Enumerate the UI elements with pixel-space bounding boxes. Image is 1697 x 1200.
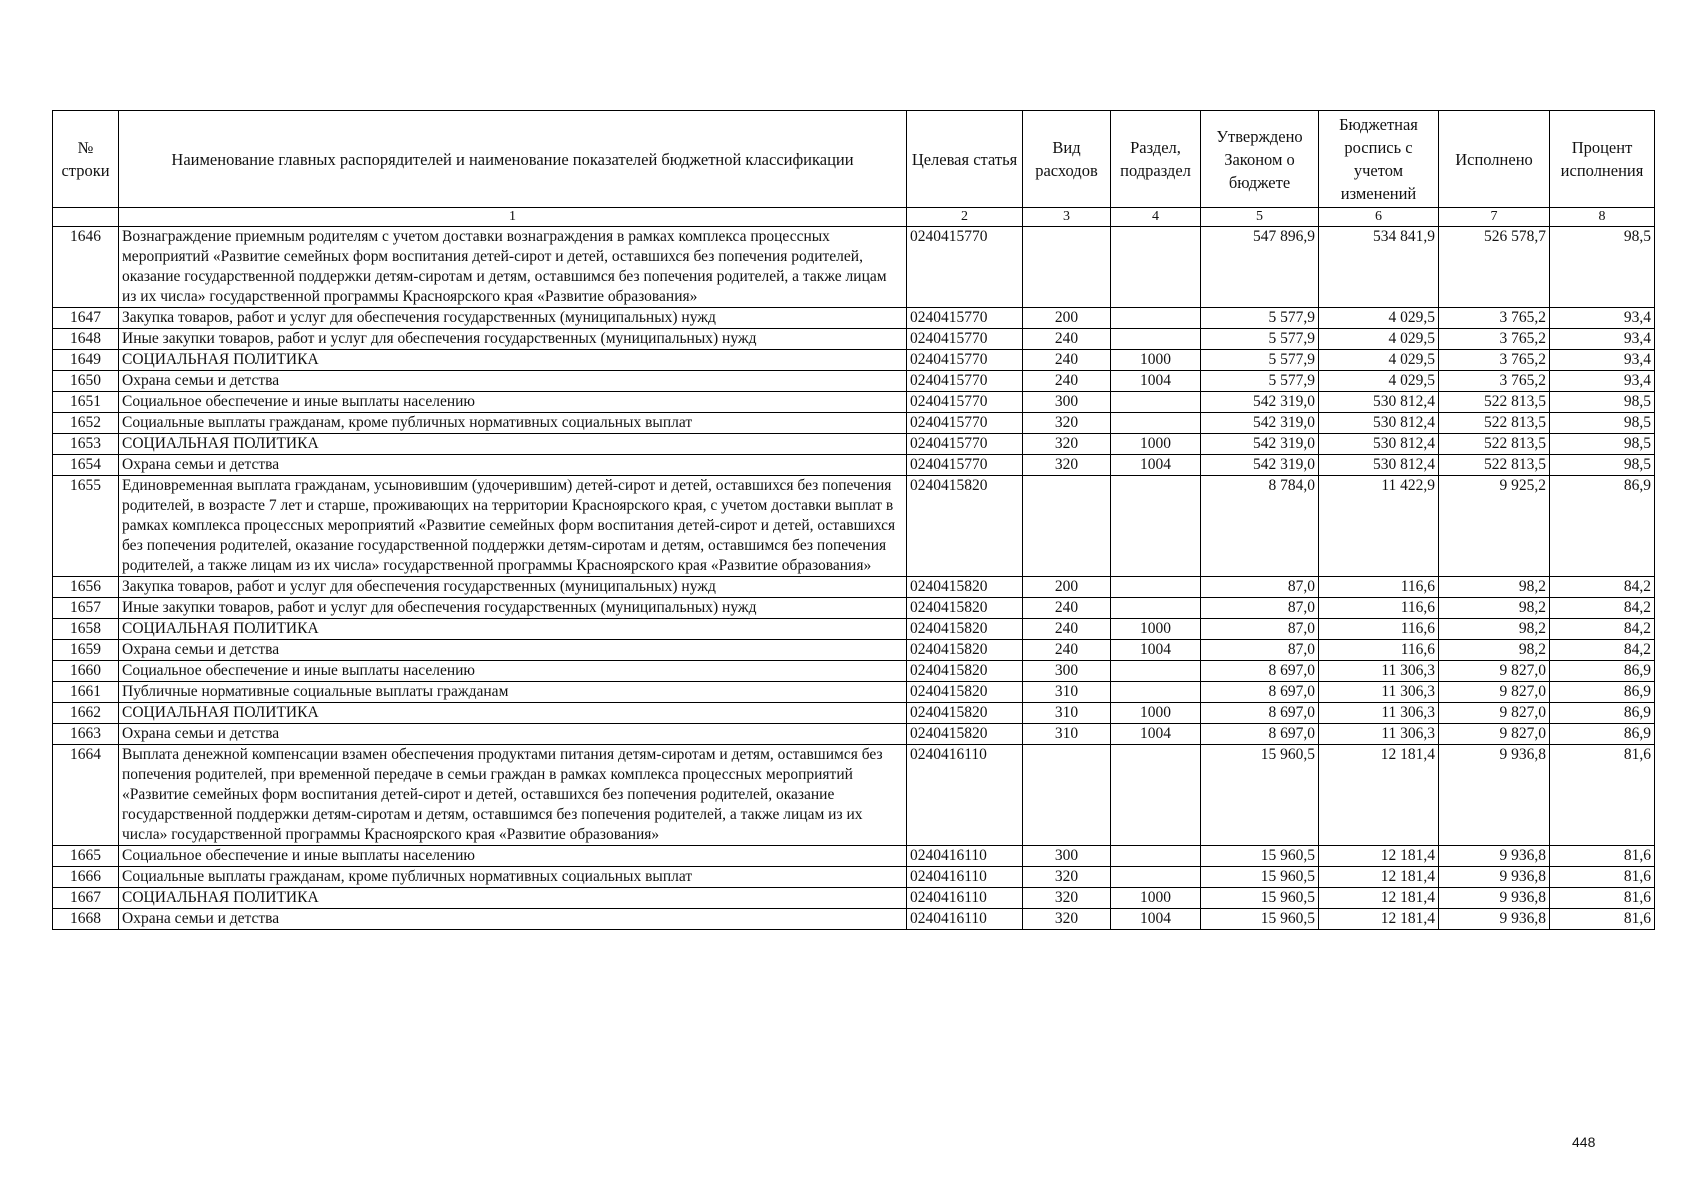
column-number-row	[53, 208, 1655, 227]
approved-amount-cell: 15 960,5	[1201, 888, 1319, 909]
executed-amount-cell: 9 936,8	[1439, 909, 1550, 930]
column-number: 5	[1201, 208, 1319, 227]
target-article-cell: 0240415770	[907, 392, 1023, 413]
execution-percent-cell: 81,6	[1550, 888, 1655, 909]
execution-percent-cell: 84,2	[1550, 619, 1655, 640]
expense-kind-cell	[1023, 476, 1111, 577]
expense-kind-cell: 320	[1023, 413, 1111, 434]
table-row	[53, 598, 1655, 619]
row-number-cell: 1649	[53, 350, 119, 371]
approved-amount-cell: 542 319,0	[1201, 413, 1319, 434]
table-row	[53, 413, 1655, 434]
expense-kind-cell: 310	[1023, 703, 1111, 724]
indicator-name-cell: Социальные выплаты гражданам, кроме публичных нормативных социальных выплат	[119, 867, 907, 888]
header-percent: Процент исполнения	[1550, 111, 1655, 208]
indicator-name-cell: Иные закупки товаров, работ и услуг для обеспечения государственных (муниципальных) нужд	[119, 329, 907, 350]
budget-execution-table	[52, 110, 1655, 930]
expense-kind-cell: 240	[1023, 371, 1111, 392]
column-number: 1	[119, 208, 907, 227]
expense-kind-cell: 240	[1023, 619, 1111, 640]
execution-percent-cell: 86,9	[1550, 682, 1655, 703]
execution-percent-cell: 84,2	[1550, 577, 1655, 598]
column-number: 8	[1550, 208, 1655, 227]
table-body	[53, 227, 1655, 930]
indicator-name-cell: Охрана семьи и детства	[119, 640, 907, 661]
column-number: 7	[1439, 208, 1550, 227]
indicator-name-cell: Вознаграждение приемным родителям с учетом доставки вознаграждения в рамках комплекса процессных мероприятий «Развитие семейных форм воспитания детей-сирот и детей, оставшихся без попечения родителей, оказание государственной поддержки детям-сиротам и детям, оставшимся без попечения родителей, а также лицам из их числа» государственной программы Красноярского края «Развитие образования»	[119, 227, 907, 308]
column-number: 6	[1319, 208, 1439, 227]
row-number-cell: 1659	[53, 640, 119, 661]
section-cell: 1000	[1111, 619, 1201, 640]
budget-roster-cell: 116,6	[1319, 577, 1439, 598]
row-number-cell: 1662	[53, 703, 119, 724]
row-number-cell: 1652	[53, 413, 119, 434]
section-cell	[1111, 308, 1201, 329]
approved-amount-cell: 547 896,9	[1201, 227, 1319, 308]
execution-percent-cell: 81,6	[1550, 846, 1655, 867]
target-article-cell: 0240415770	[907, 455, 1023, 476]
section-cell	[1111, 745, 1201, 846]
section-cell: 1004	[1111, 909, 1201, 930]
approved-amount-cell: 5 577,9	[1201, 329, 1319, 350]
section-cell: 1004	[1111, 371, 1201, 392]
executed-amount-cell: 3 765,2	[1439, 308, 1550, 329]
section-cell: 1004	[1111, 640, 1201, 661]
execution-percent-cell: 93,4	[1550, 308, 1655, 329]
row-number-cell: 1656	[53, 577, 119, 598]
indicator-name-cell: СОЦИАЛЬНАЯ ПОЛИТИКА	[119, 888, 907, 909]
budget-roster-cell: 11 306,3	[1319, 724, 1439, 745]
row-number-cell: 1654	[53, 455, 119, 476]
executed-amount-cell: 9 827,0	[1439, 703, 1550, 724]
indicator-name-cell: Выплата денежной компенсации взамен обеспечения продуктами питания детям-сиротам и детям, оставшимся без попечения родителей, при временной передаче в семьи граждан в рамках комплекса процессных мероприятий «Развитие семейных форм воспитания детей-сирот и детей, оставшихся без попечения родителей, оказание государственной поддержки детям-сиротам и детям, оставшимся без попечения родителей, а также лицам из их числа» государственной программы Красноярского края «Развитие образования»	[119, 745, 907, 846]
approved-amount-cell: 87,0	[1201, 577, 1319, 598]
approved-amount-cell: 8 697,0	[1201, 682, 1319, 703]
target-article-cell: 0240416110	[907, 888, 1023, 909]
target-article-cell: 0240415820	[907, 703, 1023, 724]
indicator-name-cell: Охрана семьи и детства	[119, 909, 907, 930]
indicator-name-cell: Иные закупки товаров, работ и услуг для обеспечения государственных (муниципальных) нужд	[119, 598, 907, 619]
target-article-cell: 0240416110	[907, 909, 1023, 930]
execution-percent-cell: 84,2	[1550, 598, 1655, 619]
table-row	[53, 227, 1655, 308]
header-target: Целевая статья	[907, 111, 1023, 208]
executed-amount-cell: 526 578,7	[1439, 227, 1550, 308]
expense-kind-cell: 240	[1023, 640, 1111, 661]
execution-percent-cell: 86,9	[1550, 476, 1655, 577]
executed-amount-cell: 98,2	[1439, 640, 1550, 661]
approved-amount-cell: 15 960,5	[1201, 846, 1319, 867]
row-number-cell: 1658	[53, 619, 119, 640]
indicator-name-cell: Публичные нормативные социальные выплаты гражданам	[119, 682, 907, 703]
executed-amount-cell: 522 813,5	[1439, 413, 1550, 434]
budget-roster-cell: 530 812,4	[1319, 392, 1439, 413]
section-cell	[1111, 413, 1201, 434]
document-page	[52, 110, 1654, 930]
target-article-cell: 0240416110	[907, 846, 1023, 867]
target-article-cell: 0240415820	[907, 476, 1023, 577]
expense-kind-cell: 240	[1023, 329, 1111, 350]
executed-amount-cell: 9 936,8	[1439, 888, 1550, 909]
target-article-cell: 0240415770	[907, 308, 1023, 329]
section-cell	[1111, 846, 1201, 867]
table-row	[53, 371, 1655, 392]
indicator-name-cell: Закупка товаров, работ и услуг для обеспечения государственных (муниципальных) нужд	[119, 308, 907, 329]
execution-percent-cell: 84,2	[1550, 640, 1655, 661]
table-row	[53, 703, 1655, 724]
header-section: Раздел, подраздел	[1111, 111, 1201, 208]
indicator-name-cell: Социальное обеспечение и иные выплаты населению	[119, 846, 907, 867]
executed-amount-cell: 9 936,8	[1439, 867, 1550, 888]
target-article-cell: 0240415770	[907, 434, 1023, 455]
header-row	[53, 111, 1655, 208]
table-row	[53, 392, 1655, 413]
indicator-name-cell: Охрана семьи и детства	[119, 455, 907, 476]
expense-kind-cell: 320	[1023, 888, 1111, 909]
table-row	[53, 434, 1655, 455]
budget-roster-cell: 116,6	[1319, 640, 1439, 661]
section-cell: 1004	[1111, 455, 1201, 476]
execution-percent-cell: 81,6	[1550, 909, 1655, 930]
table-row	[53, 308, 1655, 329]
expense-kind-cell: 310	[1023, 682, 1111, 703]
table-row	[53, 909, 1655, 930]
indicator-name-cell: Социальные выплаты гражданам, кроме публичных нормативных социальных выплат	[119, 413, 907, 434]
indicator-name-cell: СОЦИАЛЬНАЯ ПОЛИТИКА	[119, 619, 907, 640]
target-article-cell: 0240416110	[907, 745, 1023, 846]
target-article-cell: 0240415770	[907, 371, 1023, 392]
table-row	[53, 640, 1655, 661]
budget-roster-cell: 12 181,4	[1319, 846, 1439, 867]
execution-percent-cell: 86,9	[1550, 724, 1655, 745]
column-number: 3	[1023, 208, 1111, 227]
expense-kind-cell: 320	[1023, 455, 1111, 476]
section-cell: 1000	[1111, 434, 1201, 455]
approved-amount-cell: 15 960,5	[1201, 867, 1319, 888]
approved-amount-cell: 5 577,9	[1201, 350, 1319, 371]
expense-kind-cell	[1023, 745, 1111, 846]
target-article-cell: 0240415820	[907, 640, 1023, 661]
table-row	[53, 682, 1655, 703]
row-number-cell: 1666	[53, 867, 119, 888]
row-number-cell: 1648	[53, 329, 119, 350]
section-cell	[1111, 329, 1201, 350]
target-article-cell: 0240415820	[907, 598, 1023, 619]
approved-amount-cell: 87,0	[1201, 640, 1319, 661]
row-number-cell: 1647	[53, 308, 119, 329]
table-row	[53, 329, 1655, 350]
executed-amount-cell: 3 765,2	[1439, 329, 1550, 350]
approved-amount-cell: 8 784,0	[1201, 476, 1319, 577]
target-article-cell: 0240415820	[907, 682, 1023, 703]
budget-roster-cell: 116,6	[1319, 598, 1439, 619]
row-number-cell: 1650	[53, 371, 119, 392]
header-roster: Бюджетная роспись с учетом изменений	[1319, 111, 1439, 208]
table-row	[53, 846, 1655, 867]
approved-amount-cell: 542 319,0	[1201, 434, 1319, 455]
section-cell	[1111, 476, 1201, 577]
executed-amount-cell: 3 765,2	[1439, 350, 1550, 371]
budget-roster-cell: 4 029,5	[1319, 329, 1439, 350]
expense-kind-cell: 300	[1023, 392, 1111, 413]
budget-roster-cell: 4 029,5	[1319, 371, 1439, 392]
budget-roster-cell: 534 841,9	[1319, 227, 1439, 308]
executed-amount-cell: 9 925,2	[1439, 476, 1550, 577]
section-cell: 1000	[1111, 350, 1201, 371]
header-approved: Утверждено Законом о бюджете	[1201, 111, 1319, 208]
approved-amount-cell: 8 697,0	[1201, 724, 1319, 745]
section-cell	[1111, 227, 1201, 308]
table-row	[53, 476, 1655, 577]
expense-kind-cell: 310	[1023, 724, 1111, 745]
section-cell	[1111, 867, 1201, 888]
execution-percent-cell: 93,4	[1550, 350, 1655, 371]
execution-percent-cell: 93,4	[1550, 329, 1655, 350]
section-cell	[1111, 577, 1201, 598]
table-row	[53, 724, 1655, 745]
indicator-name-cell: Охрана семьи и детства	[119, 724, 907, 745]
budget-roster-cell: 11 306,3	[1319, 661, 1439, 682]
target-article-cell: 0240415820	[907, 619, 1023, 640]
executed-amount-cell: 9 827,0	[1439, 724, 1550, 745]
approved-amount-cell: 8 697,0	[1201, 703, 1319, 724]
expense-kind-cell: 320	[1023, 867, 1111, 888]
column-number	[53, 208, 119, 227]
header-row-no: № строки	[53, 111, 119, 208]
section-cell: 1004	[1111, 724, 1201, 745]
target-article-cell: 0240415770	[907, 413, 1023, 434]
approved-amount-cell: 542 319,0	[1201, 392, 1319, 413]
indicator-name-cell: Единовременная выплата гражданам, усыновившим (удочерившим) детей-сирот и детей, оставшихся без попечения родителей, в возрасте 7 лет и старше, проживающих на территории Красноярского края, с учетом доставки выплат в рамках комплекса процессных мероприятий «Развитие семейных форм воспитания детей-сирот и детей, оставшихся без попечения родителей, оказание государственной поддержки детям-сиротам и детям, оставшимся без попечения родителей, а также лицам из их числа» государственной программы Красноярского края «Развитие образования»	[119, 476, 907, 577]
header-name: Наименование главных распорядителей и наименование показателей бюджетной классификации	[119, 111, 907, 208]
budget-roster-cell: 11 306,3	[1319, 703, 1439, 724]
table-row	[53, 867, 1655, 888]
indicator-name-cell: СОЦИАЛЬНАЯ ПОЛИТИКА	[119, 434, 907, 455]
indicator-name-cell: Охрана семьи и детства	[119, 371, 907, 392]
section-cell: 1000	[1111, 703, 1201, 724]
row-number-cell: 1668	[53, 909, 119, 930]
budget-roster-cell: 530 812,4	[1319, 455, 1439, 476]
execution-percent-cell: 81,6	[1550, 745, 1655, 846]
column-number: 2	[907, 208, 1023, 227]
execution-percent-cell: 98,5	[1550, 392, 1655, 413]
row-number-cell: 1651	[53, 392, 119, 413]
table-row	[53, 577, 1655, 598]
target-article-cell: 0240415770	[907, 329, 1023, 350]
row-number-cell: 1664	[53, 745, 119, 846]
approved-amount-cell: 15 960,5	[1201, 909, 1319, 930]
executed-amount-cell: 98,2	[1439, 577, 1550, 598]
target-article-cell: 0240415820	[907, 661, 1023, 682]
approved-amount-cell: 542 319,0	[1201, 455, 1319, 476]
approved-amount-cell: 15 960,5	[1201, 745, 1319, 846]
executed-amount-cell: 9 936,8	[1439, 846, 1550, 867]
budget-roster-cell: 11 422,9	[1319, 476, 1439, 577]
execution-percent-cell: 98,5	[1550, 227, 1655, 308]
approved-amount-cell: 87,0	[1201, 598, 1319, 619]
executed-amount-cell: 522 813,5	[1439, 455, 1550, 476]
table-header	[53, 111, 1655, 227]
executed-amount-cell: 522 813,5	[1439, 392, 1550, 413]
page-number: 448	[1572, 1134, 1596, 1150]
executed-amount-cell: 9 936,8	[1439, 745, 1550, 846]
row-number-cell: 1667	[53, 888, 119, 909]
execution-percent-cell: 81,6	[1550, 867, 1655, 888]
execution-percent-cell: 98,5	[1550, 413, 1655, 434]
target-article-cell: 0240416110	[907, 867, 1023, 888]
execution-percent-cell: 86,9	[1550, 703, 1655, 724]
executed-amount-cell: 3 765,2	[1439, 371, 1550, 392]
section-cell: 1000	[1111, 888, 1201, 909]
section-cell	[1111, 661, 1201, 682]
budget-roster-cell: 4 029,5	[1319, 308, 1439, 329]
row-number-cell: 1663	[53, 724, 119, 745]
table-row	[53, 745, 1655, 846]
header-kind: Вид расходов	[1023, 111, 1111, 208]
indicator-name-cell: Социальное обеспечение и иные выплаты населению	[119, 661, 907, 682]
table-row	[53, 455, 1655, 476]
executed-amount-cell: 9 827,0	[1439, 661, 1550, 682]
executed-amount-cell: 98,2	[1439, 598, 1550, 619]
target-article-cell: 0240415820	[907, 577, 1023, 598]
indicator-name-cell: СОЦИАЛЬНАЯ ПОЛИТИКА	[119, 703, 907, 724]
budget-roster-cell: 4 029,5	[1319, 350, 1439, 371]
budget-roster-cell: 12 181,4	[1319, 888, 1439, 909]
row-number-cell: 1665	[53, 846, 119, 867]
indicator-name-cell: Закупка товаров, работ и услуг для обеспечения государственных (муниципальных) нужд	[119, 577, 907, 598]
approved-amount-cell: 5 577,9	[1201, 308, 1319, 329]
executed-amount-cell: 9 827,0	[1439, 682, 1550, 703]
expense-kind-cell: 200	[1023, 308, 1111, 329]
budget-roster-cell: 116,6	[1319, 619, 1439, 640]
executed-amount-cell: 522 813,5	[1439, 434, 1550, 455]
target-article-cell: 0240415770	[907, 227, 1023, 308]
row-number-cell: 1660	[53, 661, 119, 682]
table-row	[53, 888, 1655, 909]
expense-kind-cell: 300	[1023, 661, 1111, 682]
expense-kind-cell	[1023, 227, 1111, 308]
expense-kind-cell: 240	[1023, 598, 1111, 619]
execution-percent-cell: 98,5	[1550, 455, 1655, 476]
approved-amount-cell: 87,0	[1201, 619, 1319, 640]
expense-kind-cell: 300	[1023, 846, 1111, 867]
section-cell	[1111, 598, 1201, 619]
execution-percent-cell: 98,5	[1550, 434, 1655, 455]
table-row	[53, 661, 1655, 682]
table-row	[53, 350, 1655, 371]
executed-amount-cell: 98,2	[1439, 619, 1550, 640]
expense-kind-cell: 320	[1023, 434, 1111, 455]
column-number: 4	[1111, 208, 1201, 227]
indicator-name-cell: Социальное обеспечение и иные выплаты населению	[119, 392, 907, 413]
approved-amount-cell: 8 697,0	[1201, 661, 1319, 682]
budget-roster-cell: 530 812,4	[1319, 434, 1439, 455]
section-cell	[1111, 392, 1201, 413]
approved-amount-cell: 5 577,9	[1201, 371, 1319, 392]
expense-kind-cell: 240	[1023, 350, 1111, 371]
expense-kind-cell: 320	[1023, 909, 1111, 930]
row-number-cell: 1646	[53, 227, 119, 308]
row-number-cell: 1657	[53, 598, 119, 619]
budget-roster-cell: 12 181,4	[1319, 867, 1439, 888]
row-number-cell: 1653	[53, 434, 119, 455]
budget-roster-cell: 530 812,4	[1319, 413, 1439, 434]
budget-roster-cell: 12 181,4	[1319, 745, 1439, 846]
row-number-cell: 1655	[53, 476, 119, 577]
execution-percent-cell: 93,4	[1550, 371, 1655, 392]
execution-percent-cell: 86,9	[1550, 661, 1655, 682]
budget-roster-cell: 11 306,3	[1319, 682, 1439, 703]
row-number-cell: 1661	[53, 682, 119, 703]
header-executed: Исполнено	[1439, 111, 1550, 208]
indicator-name-cell: СОЦИАЛЬНАЯ ПОЛИТИКА	[119, 350, 907, 371]
section-cell	[1111, 682, 1201, 703]
target-article-cell: 0240415820	[907, 724, 1023, 745]
expense-kind-cell: 200	[1023, 577, 1111, 598]
target-article-cell: 0240415770	[907, 350, 1023, 371]
budget-roster-cell: 12 181,4	[1319, 909, 1439, 930]
table-row	[53, 619, 1655, 640]
